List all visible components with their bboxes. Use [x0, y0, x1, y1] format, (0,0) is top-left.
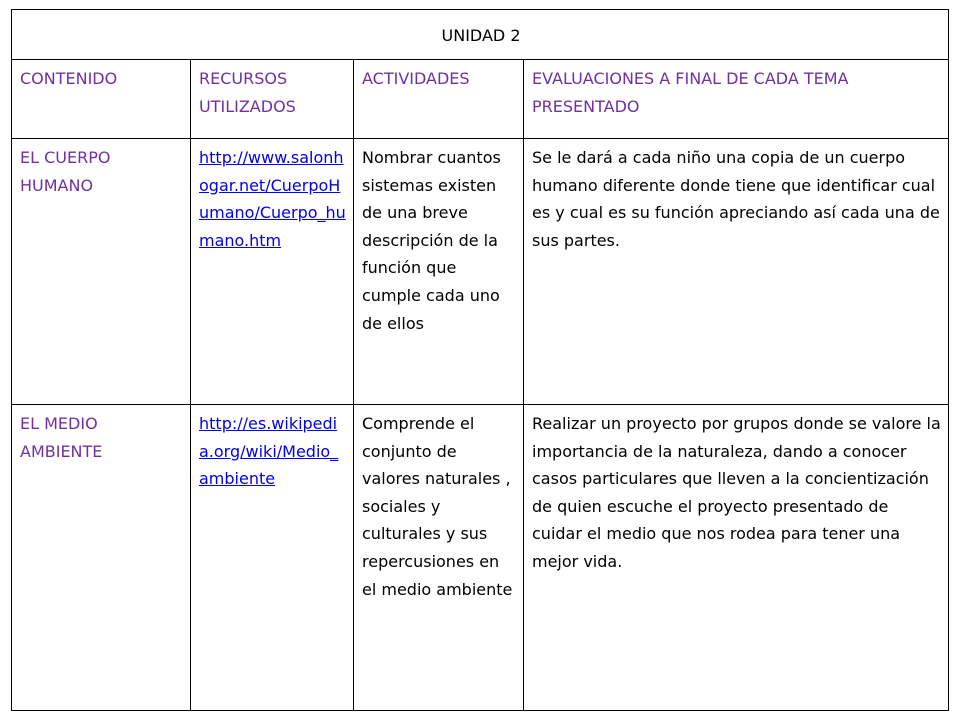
evaluacion-cell: Se le dará a cada niño una copia de un cuerpo humano diferente donde tiene que identificar cual es y cual es su función apreciando así cada una de sus partes. — [524, 139, 949, 405]
recurso-cell — [191, 405, 354, 711]
actividad-cell: Comprende el conjunto de valores naturales , sociales y culturales y sus repercusiones en el medio ambiente — [354, 405, 524, 711]
header-actividades: ACTIVIDADES — [354, 60, 524, 139]
header-contenido: CONTENIDO — [12, 60, 191, 139]
actividad-cell: Nombrar cuantos sistemas existen de una breve descripción de la función que cumple cada uno de ellos — [354, 139, 524, 405]
header-row — [12, 60, 949, 139]
contenido-cell: EL CUERPO HUMANO — [12, 139, 191, 405]
evaluacion-cell: Realizar un proyecto por grupos donde se valore la importancia de la naturaleza, dando a conocer casos particulares que lleven a la concientización de quien escuche el proyecto presentado de cuidar el medio que nos rodea para tener una mejor vida. — [524, 405, 949, 711]
unit-table — [11, 9, 949, 711]
recurso-link[interactable]: http://es.wikipedia.org/wiki/Medio_ambiente — [199, 414, 339, 489]
table-row — [12, 139, 949, 405]
unit-title-cell — [12, 10, 949, 60]
header-recursos: RECURSOS UTILIZADOS — [191, 60, 354, 139]
table-row — [12, 405, 949, 711]
unit-title: UNIDAD 2 — [441, 26, 521, 45]
recurso-link[interactable]: http://www.salonhogar.net/CuerpoHumano/Cuerpo_humano.htm — [199, 148, 346, 250]
recurso-cell — [191, 139, 354, 405]
contenido-cell: EL MEDIO AMBIENTE — [12, 405, 191, 711]
header-evaluaciones: EVALUACIONES A FINAL DE CADA TEMA PRESENTADO — [524, 60, 949, 139]
title-row — [12, 10, 949, 60]
